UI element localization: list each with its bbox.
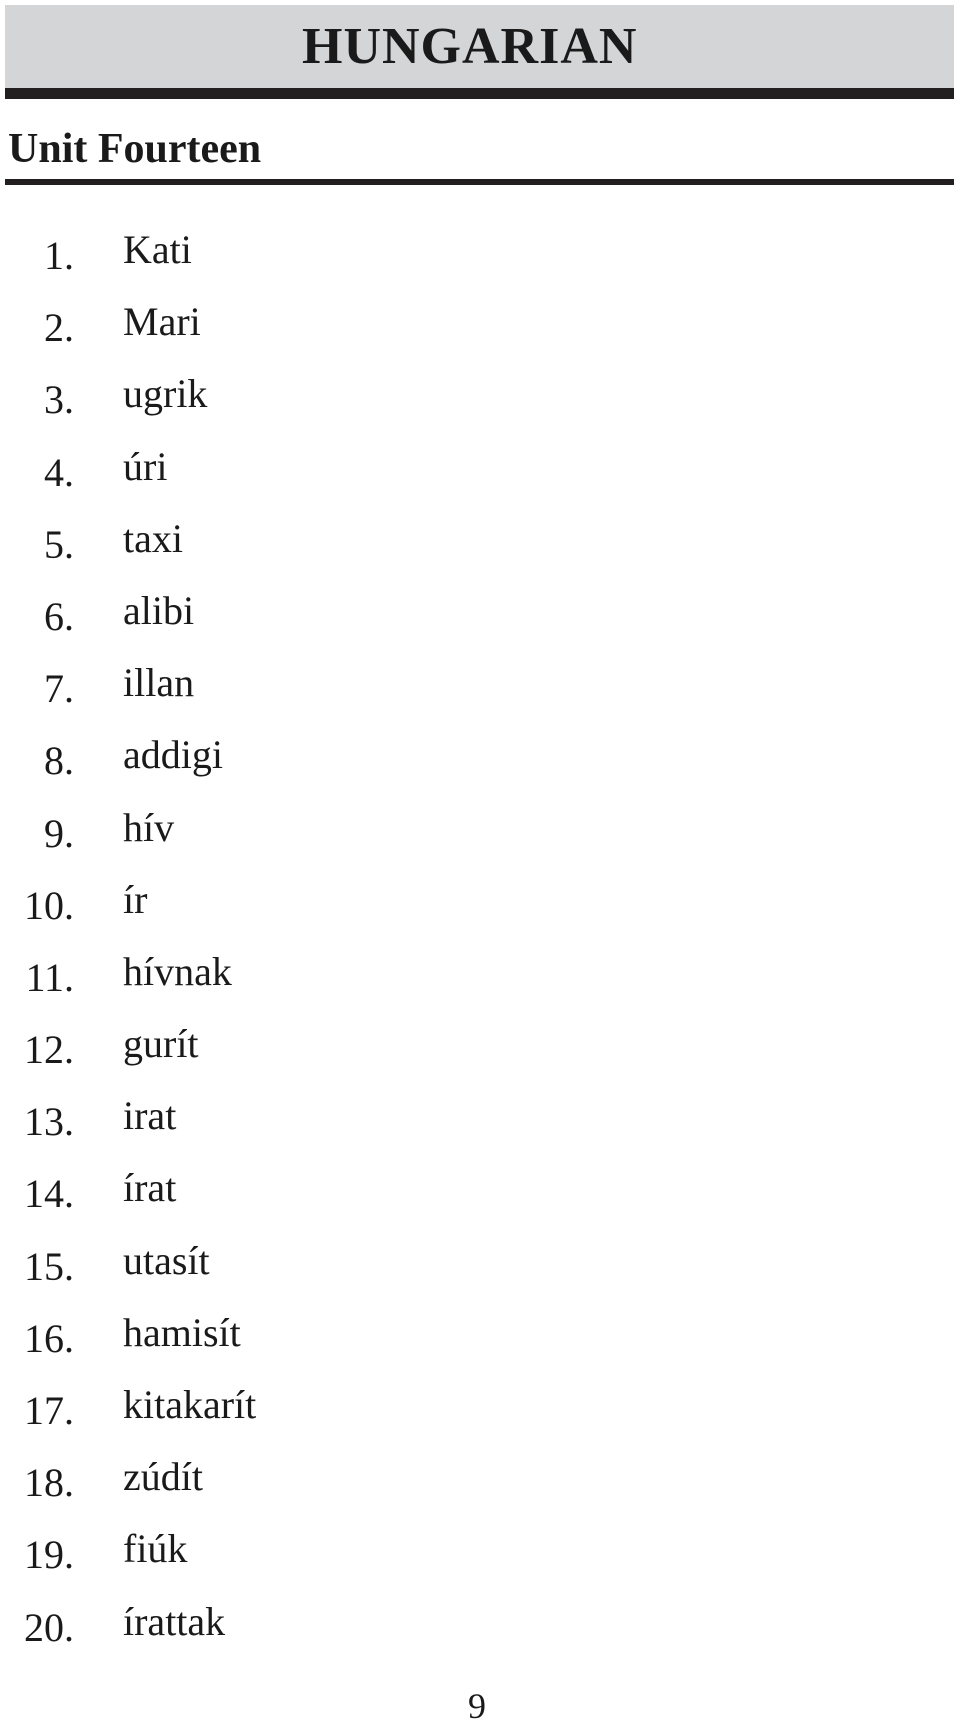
page-number: 9 bbox=[468, 1686, 486, 1726]
item-word: taxi bbox=[123, 515, 183, 561]
page-title: HUNGARIAN bbox=[302, 18, 638, 75]
item-word: hívnak bbox=[123, 948, 232, 994]
item-word: hív bbox=[123, 804, 175, 850]
item-word: utasít bbox=[123, 1237, 210, 1283]
item-number: 2. bbox=[44, 305, 74, 351]
item-number: 14. bbox=[24, 1171, 74, 1217]
list-item bbox=[0, 222, 600, 294]
item-word: írat bbox=[123, 1165, 177, 1211]
item-word: kitakarít bbox=[123, 1382, 257, 1427]
item-number: 1. bbox=[44, 233, 74, 278]
item-word: alibi bbox=[123, 587, 195, 633]
unit-divider bbox=[5, 179, 954, 185]
unit-title: Unit Fourteen bbox=[8, 126, 262, 172]
list-item bbox=[0, 1016, 600, 1088]
item-number: 16. bbox=[24, 1315, 74, 1361]
item-number: 12. bbox=[24, 1027, 74, 1073]
item-number: 13. bbox=[24, 1099, 74, 1145]
item-word: zúdít bbox=[123, 1454, 203, 1500]
list-item bbox=[0, 294, 600, 366]
item-number: 4. bbox=[44, 449, 74, 495]
list-item bbox=[0, 1305, 600, 1377]
item-number: 15. bbox=[24, 1243, 74, 1289]
item-number: 10. bbox=[24, 882, 74, 928]
item-word: írattak bbox=[123, 1598, 226, 1644]
item-word: Mari bbox=[123, 299, 201, 345]
item-number: 18. bbox=[24, 1460, 74, 1506]
list-item bbox=[0, 1088, 600, 1160]
header-divider bbox=[5, 88, 954, 99]
item-word: úri bbox=[123, 443, 168, 489]
item-number: 6. bbox=[44, 593, 74, 639]
item-word: fiúk bbox=[123, 1526, 188, 1572]
item-number: 19. bbox=[24, 1532, 74, 1578]
list-item bbox=[0, 439, 600, 511]
item-word: ír bbox=[123, 876, 148, 922]
list-item bbox=[0, 366, 600, 438]
list-item bbox=[0, 1521, 600, 1593]
item-number: 7. bbox=[44, 666, 74, 712]
list-item bbox=[0, 944, 600, 1016]
header-band bbox=[5, 5, 954, 88]
item-number: 3. bbox=[44, 377, 74, 423]
item-word: Kati bbox=[123, 227, 192, 272]
item-number: 8. bbox=[44, 738, 74, 784]
item-number: 17. bbox=[24, 1388, 74, 1433]
list-item bbox=[0, 800, 600, 872]
list-item bbox=[0, 1377, 600, 1449]
list-item bbox=[0, 583, 600, 655]
item-word: gurít bbox=[123, 1021, 199, 1067]
list-item bbox=[0, 1233, 600, 1305]
list-item bbox=[0, 1449, 600, 1521]
list-item bbox=[0, 655, 600, 727]
word-list bbox=[0, 222, 600, 1666]
item-number: 9. bbox=[44, 810, 74, 856]
list-item bbox=[0, 511, 600, 583]
list-item bbox=[0, 727, 600, 799]
item-word: hamisít bbox=[123, 1309, 241, 1355]
item-word: irat bbox=[123, 1093, 177, 1139]
item-number: 20. bbox=[24, 1604, 74, 1650]
item-word: addigi bbox=[123, 732, 223, 778]
item-word: ugrik bbox=[123, 371, 208, 417]
list-item bbox=[0, 1594, 600, 1666]
item-number: 5. bbox=[44, 521, 74, 567]
list-item bbox=[0, 872, 600, 944]
item-number: 11. bbox=[25, 954, 74, 1000]
list-item bbox=[0, 1160, 600, 1232]
item-word: illan bbox=[123, 660, 195, 706]
header-title-container bbox=[5, 5, 954, 88]
